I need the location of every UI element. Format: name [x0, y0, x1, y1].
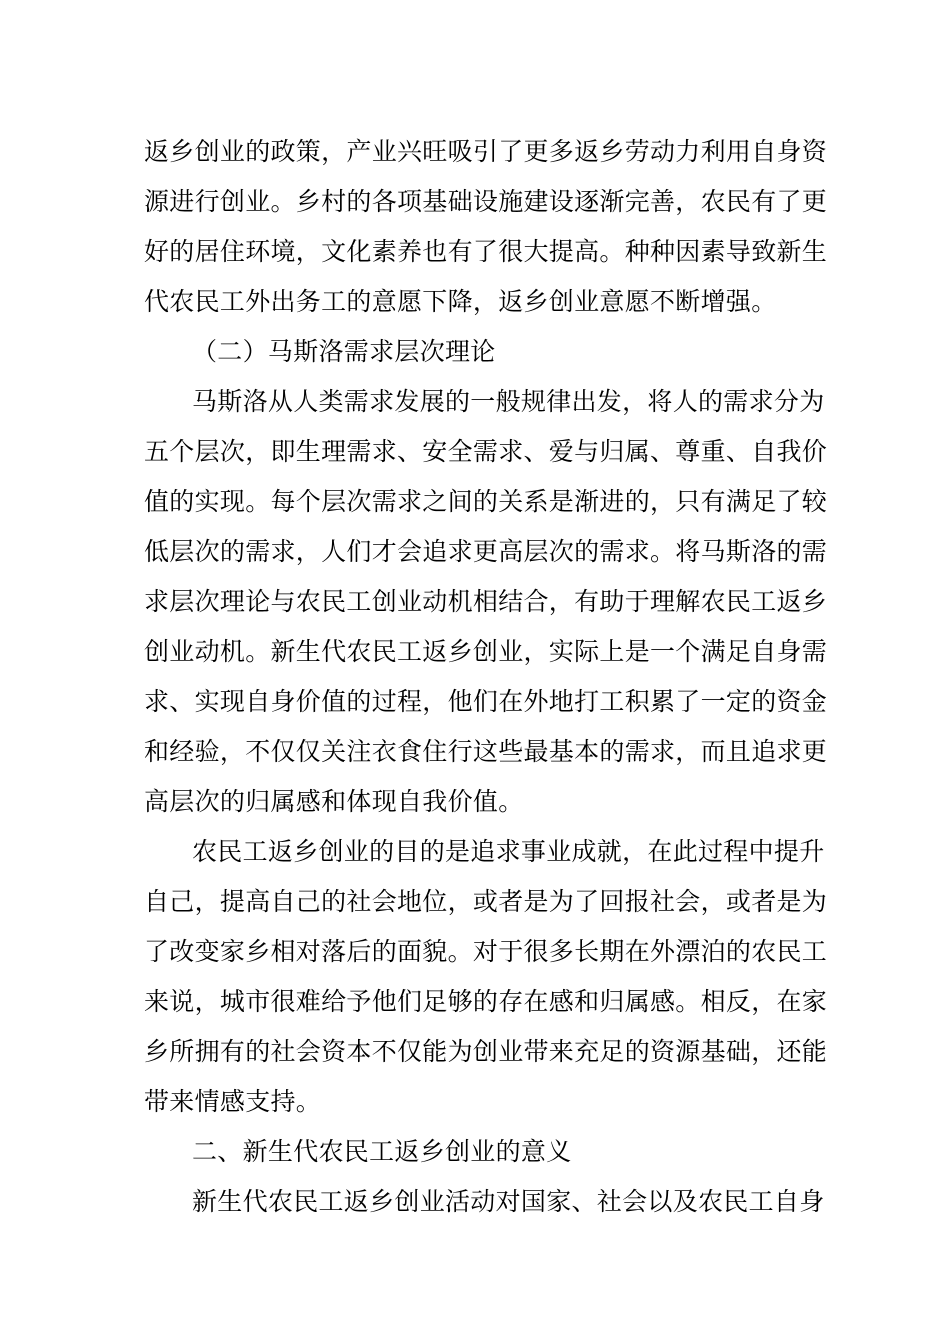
paragraph-line: 来说，城市很难给予他们足够的存在感和归属感。相反，在家 [144, 987, 828, 1016]
paragraph-line: 新生代农民工返乡创业活动对国家、社会以及农民工自身 [192, 1187, 825, 1216]
paragraph-line: 求、实现自身价值的过程，他们在外地打工积累了一定的资金 [144, 687, 828, 716]
paragraph-line: 返乡创业的政策，产业兴旺吸引了更多返乡劳动力利用自身资 [144, 137, 828, 166]
paragraph-line: 和经验，不仅仅关注衣食住行这些最基本的需求，而且追求更 [144, 737, 828, 766]
paragraph-line: 了改变家乡相对落后的面貌。对于很多长期在外漂泊的农民工 [144, 937, 828, 966]
paragraph-line: 好的居住环境，文化素养也有了很大提高。种种因素导致新生 [144, 237, 828, 266]
section-heading-maslow: （二）马斯洛需求层次理论 [192, 337, 496, 366]
paragraph-line: 求层次理论与农民工创业动机相结合，有助于理解农民工返乡 [144, 587, 828, 616]
paragraph-line: 创业动机。新生代农民工返乡创业，实际上是一个满足自身需 [144, 637, 828, 666]
paragraph-line: 五个层次，即生理需求、安全需求、爱与归属、尊重、自我价 [144, 437, 828, 466]
paragraph-line: 源进行创业。乡村的各项基础设施建设逐渐完善，农民有了更 [144, 187, 828, 216]
paragraph-line: 农民工返乡创业的目的是追求事业成就，在此过程中提升 [192, 837, 825, 866]
section-heading-significance: 二、新生代农民工返乡创业的意义 [192, 1137, 572, 1166]
paragraph-line: 值的实现。每个层次需求之间的关系是渐进的，只有满足了较 [144, 487, 828, 516]
paragraph-line: 带来情感支持。 [144, 1087, 322, 1116]
paragraph-line: 自己，提高自己的社会地位，或者是为了回报社会，或者是为 [144, 887, 828, 916]
paragraph-line: 马斯洛从人类需求发展的一般规律出发，将人的需求分为 [192, 387, 825, 416]
paragraph-line: 低层次的需求，人们才会追求更高层次的需求。将马斯洛的需 [144, 537, 828, 566]
document-body [144, 127, 828, 1227]
paragraph-line: 代农民工外出务工的意愿下降，返乡创业意愿不断增强。 [144, 287, 777, 316]
paragraph-line: 乡所拥有的社会资本不仅能为创业带来充足的资源基础，还能 [144, 1037, 828, 1066]
paragraph-line: 高层次的归属感和体现自我价值。 [144, 787, 524, 816]
